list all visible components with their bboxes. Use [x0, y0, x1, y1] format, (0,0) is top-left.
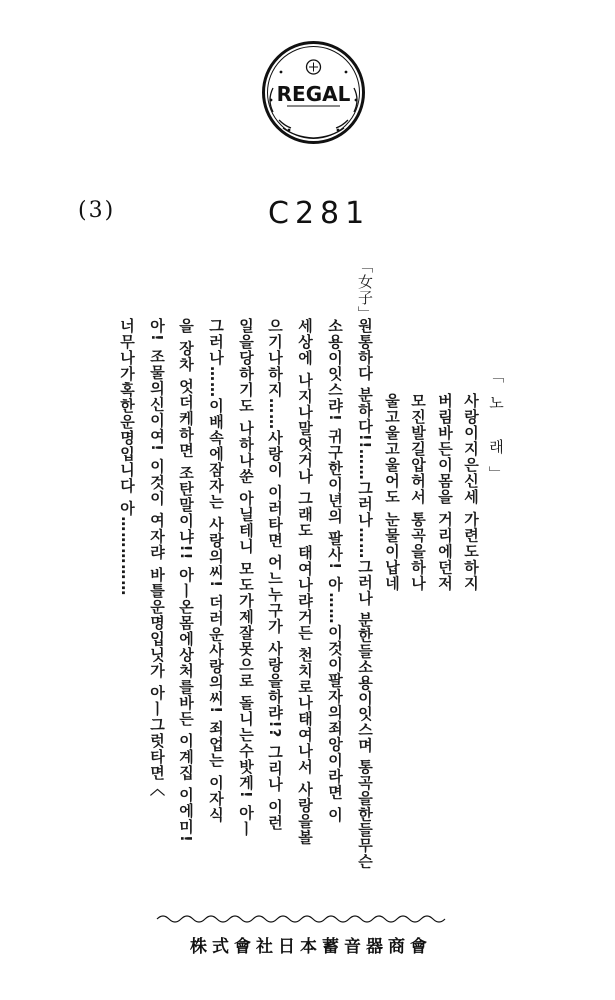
song-heading: 「노 래」 [487, 368, 505, 493]
brand-name: REGAL [276, 82, 351, 106]
dialogue-speaker: 「女子」 [356, 258, 374, 322]
ornamental-divider [155, 912, 450, 926]
dialogue-line: 으기나하지……사랑이 이러타면 어느누구가 사랑을하랴!? 그리나 이런 [266, 318, 284, 831]
dialogue-line: 일을당하기도 나하나쑨 아닐테니 모도가제잘못으로 돌니는수밧게! 아ㅣ [237, 318, 255, 837]
song-line: 버림바든이몸을 거리에던저 [436, 393, 454, 592]
dialogue-line: 그러나……이배속에잠자는 사랑의씨! 더러운사랑의씨! 죄업는 이자식 [207, 318, 225, 823]
dialogue-line: 소용이잇스랴! 귀구한이년의 팔사! 아……이것이팔자의죄앙이라면 이 [326, 318, 344, 823]
page-number: (3) [78, 198, 116, 223]
dialogue-line: 너무나가혹한운명입니다 아…………… [118, 318, 136, 597]
song-line: 울고울고울어도 눈물이납네 [383, 393, 401, 592]
dialogue-line: 아! 조물의신이여! 이것이 여자랴 바틀운명입닛가 아ㅣ그럿타면〈 [148, 318, 166, 797]
dialogue-line: 원통하다 분하다!!……그러나……그러나 분한들소용이잇스며 통곡을한들무슨 [356, 318, 374, 869]
catalog-number: C281 [268, 196, 371, 231]
song-line: 사랑이지은신세 가련도하지 [462, 393, 480, 592]
dialogue-line: 을 장차 엇더케하면 조탄말이냐!! 아ㅣ온몸에상처를바든 이계집 이에미! [177, 318, 195, 843]
regal-label-logo [261, 40, 366, 145]
company-name: 株式會社日本蓄音器商會 [190, 937, 432, 957]
song-line: 모진발길압허서 통곡을하나 [409, 393, 427, 592]
dialogue-line: 세상에 나지나말엇거나 그래도 태여나랴거든 천치로나태여나서 사랑을볼 [296, 318, 314, 846]
